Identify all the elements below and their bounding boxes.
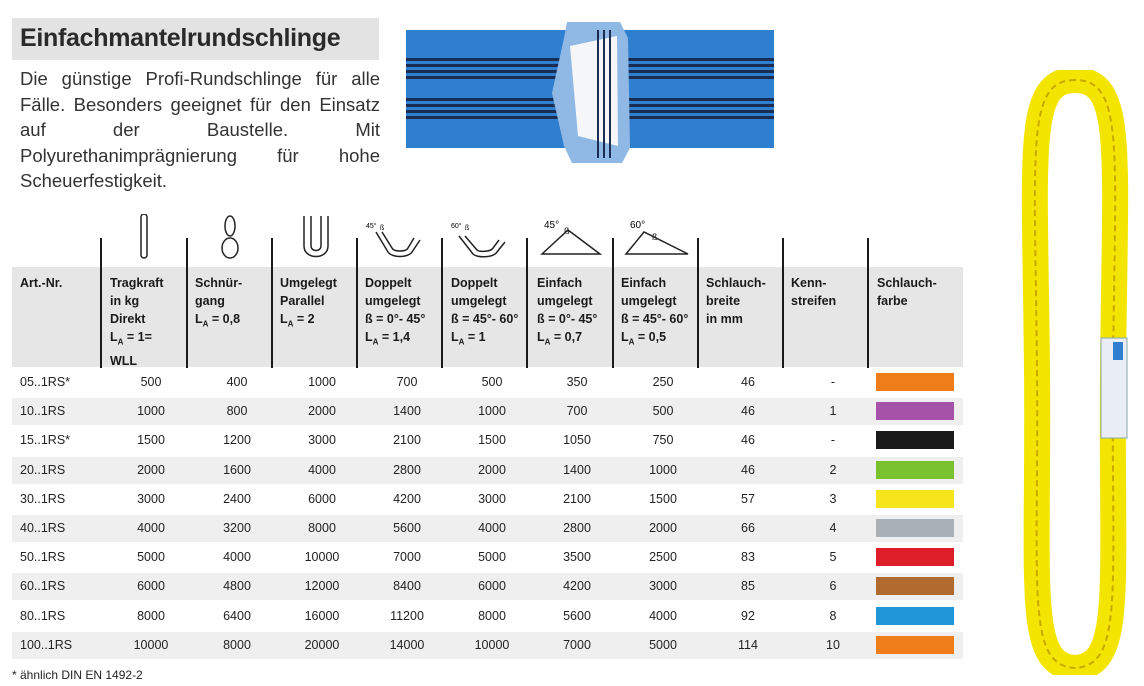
table-cell: 66 [741,521,755,535]
table-cell: 2800 [393,462,421,477]
column-divider [186,238,188,368]
table-cell: - [830,375,836,389]
table-cell: 7000 [563,637,591,652]
article-number: 60..1RS [20,579,66,594]
column-header: Doppelt umgelegt ß = 0°- 45° $L_A = 1,4$ [365,276,426,347]
table-cell: 1400 [563,462,591,477]
table-cell: 2 [829,462,837,477]
angle-label: 45° [544,220,560,231]
table-cell: 10000 [304,550,340,565]
column-divider [356,238,358,368]
table-cell: 4000 [478,521,506,535]
table-cell: 2800 [563,521,591,535]
color-swatch [876,490,954,508]
table-row [12,573,963,600]
table-row [12,515,963,542]
table-cell: 1000 [137,404,165,419]
color-swatch [876,548,954,566]
table-cell: 8000 [137,608,165,623]
table-cell: 6000 [137,579,165,594]
table-cell: 1400 [393,404,421,419]
table-cell: 46 [741,433,755,448]
color-swatch [876,607,954,625]
table-row [12,369,963,396]
table-cell: 5000 [137,550,165,565]
table-cell: 4200 [563,579,591,594]
table-cell: 3200 [223,521,251,535]
basket-hitch-icon [298,214,334,262]
column-header: Schlauch- farbe [877,276,937,308]
column-divider [782,238,784,368]
table-cell: 6 [829,579,837,594]
table-cell: 500 [140,375,162,389]
table-cell: 7000 [393,550,421,565]
color-swatch [876,519,954,537]
table-cell: 5600 [393,521,421,535]
table-cell: 4200 [393,491,421,506]
table-cell: 350 [566,375,588,389]
column-header: Einfach umgelegt ß = 0°- 45° $L_A = 0,7$ [537,276,598,347]
table-cell: 10 [826,637,840,652]
column-header: Schnür- gang $L_A = 0,8$ [195,276,243,329]
article-number: 10..1RS [20,404,66,419]
column-header: Art.-Nr. [20,276,63,290]
article-number: 05..1RS* [20,375,71,389]
page-title: Einfachmantelrundschlinge [20,24,341,52]
table-cell: 1500 [137,433,165,448]
round-sling-image [1015,70,1135,675]
beta-label: ß [564,226,570,236]
table-cell: 5 [829,550,837,565]
table-cell: 4 [829,521,837,535]
column-divider [867,238,869,368]
column-header: Tragkraft in kg Direkt $L_A = 1=$ WLL [110,276,164,368]
beta-label: ß [380,225,385,232]
column-header: Schlauch- breite in mm [706,276,766,326]
table-cell: 3000 [137,491,165,506]
table-cell: 2000 [308,404,336,419]
table-cell: 8000 [308,521,336,535]
column-header: Einfach umgelegt ß = 45°- 60° $L_A = 0,5$ [621,276,689,347]
table-cell: 92 [741,608,755,623]
table-cell: 2000 [478,462,506,477]
table-cell: 57 [741,491,755,506]
color-swatch [876,577,954,595]
table-cell: 700 [566,404,588,419]
table-cell: 5600 [563,608,591,623]
column-header: Kenn- streifen [791,276,837,308]
table-cell: 4800 [223,579,251,594]
article-number: 20..1RS [20,462,66,477]
table-cell: 46 [741,404,755,419]
table-cell: 83 [741,550,755,565]
table-cell: 1200 [223,433,251,448]
angle-label: 60° [630,220,646,231]
double-basket-60-icon [449,214,509,262]
table-cell: 2100 [393,433,421,448]
table-cell: 4000 [308,462,336,477]
color-swatch [876,431,954,449]
article-number: 40..1RS [20,521,66,535]
table-cell: 1000 [478,404,506,419]
table-cell: 4000 [649,608,677,623]
table-row [12,457,963,484]
table-cell: 750 [652,433,674,448]
sling-product-image [402,18,778,168]
table-cell: 800 [226,404,248,419]
table-row [12,603,963,630]
table-cell: 6400 [223,608,251,623]
table-cell: 3500 [563,550,591,565]
column-header: Umgelegt Parallel $L_A = 2$ [280,276,337,329]
table-cell: 3000 [308,433,336,448]
angle-label: 60° [451,223,462,230]
table-cell: 500 [652,404,674,419]
column-divider [441,238,443,368]
single-basket-60-icon [624,214,690,262]
table-cell: - [830,433,836,448]
table-cell: 8000 [478,608,506,623]
table-cell: 5000 [478,550,506,565]
table-cell: 6000 [308,491,336,506]
table-cell: 11200 [390,608,424,623]
table-cell: 2000 [649,521,677,535]
table-cell: 6000 [478,579,506,594]
table-cell: 46 [741,462,755,477]
table-cell: 1000 [308,375,336,389]
table-cell: 20000 [304,637,340,652]
table-cell: 500 [481,375,503,389]
table-cell: 1050 [563,433,591,448]
table-cell: 10000 [474,637,510,652]
column-divider [526,238,528,368]
table-cell: 4000 [137,521,165,535]
table-cell: 46 [741,375,755,389]
table-cell: 1500 [649,491,677,506]
article-number: 80..1RS [20,608,66,623]
intro-text: Die günstige Profi-Rundschlinge für alle Fälle. Besonders geeignet für den Einsatz auf der Baustelle. Mit Polyurethanimprägnierung für hohe Scheuerfestigkeit. [20,68,380,191]
table-cell: 16000 [304,608,340,623]
table-cell: 114 [738,637,758,652]
table-cell: 8 [829,608,837,623]
beta-label: ß [652,232,658,242]
column-header: Doppelt umgelegt ß = 45°- 60° $L_A = 1$ [451,276,519,347]
table-cell: 10000 [133,637,169,652]
column-divider [271,238,273,368]
double-basket-45-icon [364,214,424,262]
color-swatch [876,636,954,654]
table-row [12,427,963,454]
table-row [12,486,963,513]
table-cell: 4000 [223,550,251,565]
table-cell: 85 [741,579,755,594]
table-cell: 8400 [393,579,421,594]
table-cell: 250 [652,375,674,389]
table-cell: 14000 [389,637,425,652]
footnote: * ähnlich DIN EN 1492-2 [12,668,143,682]
article-number: 30..1RS [20,491,66,506]
table-cell: 12000 [304,579,340,594]
table-cell: 2000 [137,462,165,477]
table-cell: 5000 [649,637,677,652]
table-cell: 3000 [478,491,506,506]
single-basket-45-icon [538,214,604,262]
column-divider [697,238,699,368]
table-cell: 1000 [649,462,677,477]
table-cell: 700 [396,375,418,389]
table-cell: 2100 [563,491,591,506]
article-number: 15..1RS* [20,433,71,448]
table-cell: 1 [829,404,837,419]
direct-lift-icon [130,214,160,262]
angle-label: 45° [366,223,377,230]
article-number: 100..1RS [20,637,73,652]
column-divider [612,238,614,368]
color-swatch [876,373,954,391]
table-cell: 8000 [223,637,251,652]
choke-hitch-icon [215,214,245,262]
table-row [12,632,963,659]
article-number: 50..1RS [20,550,66,565]
table-cell: 1500 [478,433,506,448]
beta-label: ß [465,225,470,232]
color-swatch [876,461,954,479]
column-divider [100,238,102,368]
table-row [12,398,963,425]
table-row [12,544,963,571]
color-swatch [876,402,954,420]
table-cell: 400 [226,375,248,389]
table-cell: 2500 [649,550,677,565]
table-cell: 3000 [649,579,677,594]
table-cell: 1600 [223,462,251,477]
table-cell: 3 [829,491,837,506]
table-cell: 2400 [223,491,251,506]
